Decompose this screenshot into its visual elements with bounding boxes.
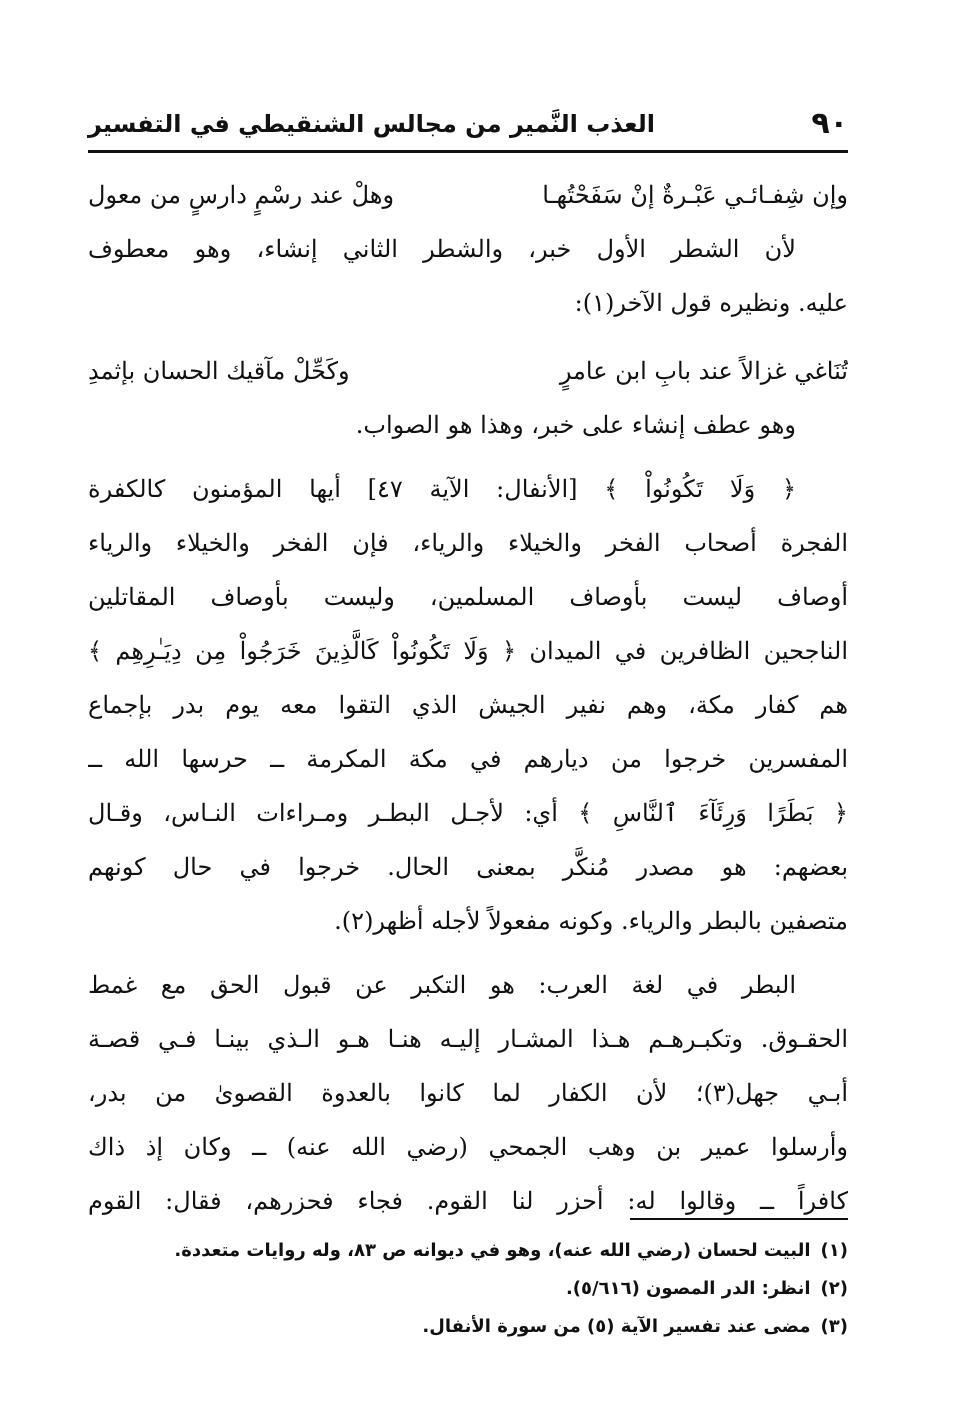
footnote-rule	[630, 1218, 848, 1220]
header-rule	[88, 150, 848, 153]
page-header	[88, 106, 848, 150]
footnote-number: (٣)	[820, 1316, 848, 1337]
footnote	[88, 1308, 848, 1346]
footnote-text: البيت لحسان (رضي الله عنه)، وهو في ديوانه ص ٨٣، وله روايات متعددة.	[174, 1240, 811, 1261]
text-line: الفجرة أصحاب الفخر والخيلاء والرياء، فإن الفخر والخيلاء والرياء	[88, 529, 848, 557]
footnote-text: مضى عند تفسير الآية (٥) من سورة الأنفال.	[422, 1316, 811, 1337]
verse-hemistich: وكَحِّلْ مآقيك الحسان بإثمدِ	[88, 357, 350, 385]
verse-hemistich: وهلْ عند رسْمٍ دارسٍ من معول	[88, 181, 395, 209]
text-line: ﴿ بَطَرًا وَرِئَآءَ ٱلنَّاسِ ﴾ أي: لأجـل البطـر ومـراءات النـاس، وقـال	[88, 799, 848, 827]
text-line: أبـي جهل(٣)؛ لأن الكفار لما كانوا بالعدوة القصوىٰ من بدر،	[88, 1079, 848, 1107]
poem-verse-2	[88, 344, 848, 398]
text-line: كافراً ــ وقالوا له: أحزر لنا القوم. فجاء فحزرهم، فقال: القوم	[88, 1187, 848, 1215]
footnote-text: انظر: الدر المصون (٥/٦١٦).	[565, 1278, 811, 1299]
footnote-number: (٢)	[820, 1278, 848, 1299]
text-line: وهو عطف إنشاء على خبر، وهذا هو الصواب.	[355, 411, 796, 439]
text-line: متصفين بالبطر والرياء. وكونه مفعولاً لأجله أظهر(٢).	[334, 907, 848, 935]
poem-verse-1	[88, 168, 848, 222]
text-line: لأن الشطر الأول خبر، والشطر الثاني إنشاء، وهو معطوف	[88, 235, 796, 263]
text-line: أوصاف ليست بأوصاف المسلمين، وليست بأوصاف المقاتلين	[88, 583, 848, 611]
footnote	[88, 1232, 848, 1270]
text-line: الحقـوق. وتكبـرهـم هـذا المشـار إليـه هنـا هـو الـذي بينـا فـي قصـة	[88, 1025, 848, 1053]
page-number: ٩٠	[811, 106, 848, 141]
footnote-number: (١)	[820, 1240, 848, 1261]
main-text	[88, 168, 848, 1228]
verse-hemistich: تُنَاغي غزالاً عند بابِ ابن عامرٍ	[559, 357, 848, 385]
text-line: بعضهم: هو مصدر مُنكَّر بمعنى الحال. خرجوا في حال كونهم	[88, 853, 848, 881]
text-line: الناجحين الظافرين في الميدان ﴿ وَلَا تَكُونُواْ كَالَّذِينَ خَرَجُواْ مِن دِيَـٰرِهِم ﴾	[88, 637, 848, 665]
footnotes	[88, 1232, 848, 1346]
running-title: العذب النَّمير من مجالس الشنقيطي في التفسير	[88, 110, 655, 138]
text-line: وأرسلوا عمير بن وهب الجمحي (رضي الله عنه) ــ وكان إذ ذاك	[88, 1133, 848, 1161]
footnote	[88, 1270, 848, 1308]
text-line: عليه. ونظيره قول الآخر(١):	[574, 289, 848, 317]
verse-hemistich: وإن شِفـائـي عَبْـرةٌ إنْ سَفَحْتُهـا	[542, 181, 848, 209]
text-line: ﴿ وَلَا تَكُونُواْ ﴾ [الأنفال: الآية ٤٧] أيها المؤمنون كالكفرة	[88, 475, 797, 503]
text-line: المفسرين خرجوا من ديارهم في مكة المكرمة ــ حرسها الله ــ	[88, 745, 848, 773]
text-line: هم كفار مكة، وهم نفير الجيش الذي التقوا معه يوم بدر بإجماع	[88, 691, 848, 719]
text-line: البطر في لغة العرب: هو التكبر عن قبول الحق مع غمط	[88, 971, 796, 999]
